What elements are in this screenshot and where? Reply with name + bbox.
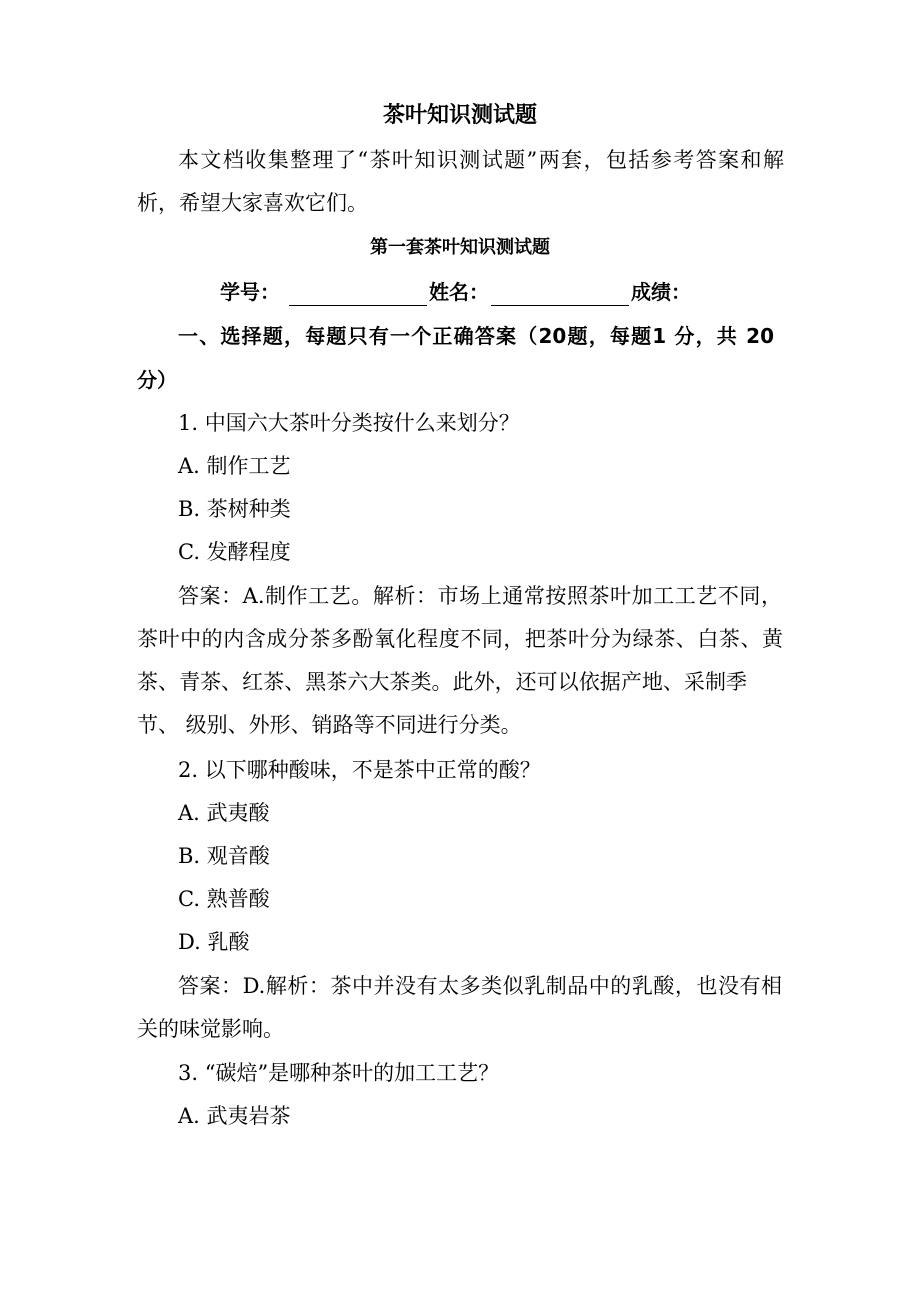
q1-answer-line-2: 茶叶中的内含成分茶多酚氧化程度不同，把茶叶分为绿茶、白茶、黄 [137, 627, 783, 651]
document-title: 茶叶知识测试题 [382, 103, 537, 128]
q1-answer-line-1: 答案：A.制作工艺。解析：市场上通常按照茶叶加工工艺不同， [178, 584, 782, 608]
q1-option-c: C. 发酵程度 [178, 540, 291, 564]
q2-option-d: D. 乳酸 [178, 930, 250, 954]
intro-line-2: 析，希望大家喜欢它们。 [137, 191, 368, 215]
q2-answer-line-2: 关的味觉影响。 [137, 1017, 284, 1041]
q1-answer-line-3: 茶、青茶、红茶、黑茶六大茶类。此外，还可以依据产地、采制季 [137, 670, 747, 694]
section-heading-line-2: 分） [137, 368, 177, 392]
student-id-blank[interactable] [289, 285, 427, 306]
q2-option-a: A. 武夷酸 [178, 801, 270, 825]
intro-line-1: 本文档收集整理了“茶叶知识测试题”两套，包括参考答案和解 [178, 148, 784, 172]
question-3: 3. “碳焙”是哪种茶叶的加工工艺？ [178, 1061, 500, 1085]
name-blank[interactable] [491, 285, 629, 306]
score-label: 成绩： [630, 280, 691, 304]
q2-option-b: B. 观音酸 [178, 844, 270, 868]
set-title: 第一套茶叶知识测试题 [370, 237, 550, 258]
q2-answer-line-1: 答案：D.解析：茶中并没有太多类似乳制品中的乳酸，也没有相 [178, 974, 782, 998]
name-label: 姓名： [428, 280, 489, 304]
section-heading-line-1: 一、选择题，每题只有一个正确答案（20题，每题1 分，共 20 [178, 324, 774, 348]
q1-option-a: A. 制作工艺 [178, 454, 291, 478]
q1-option-b: B. 茶树种类 [178, 497, 291, 521]
question-1: 1. 中国六大茶叶分类按什么来划分？ [178, 411, 520, 435]
info-fields-row [220, 278, 691, 306]
q2-option-c: C. 熟普酸 [178, 887, 270, 911]
student-id-label: 学号： [220, 280, 280, 304]
q1-answer-line-4: 节、 级别、外形、销路等不同进行分类。 [137, 713, 522, 737]
question-2: 2. 以下哪种酸味，不是茶中正常的酸？ [178, 758, 541, 782]
q3-option-a: A. 武夷岩茶 [178, 1104, 291, 1128]
